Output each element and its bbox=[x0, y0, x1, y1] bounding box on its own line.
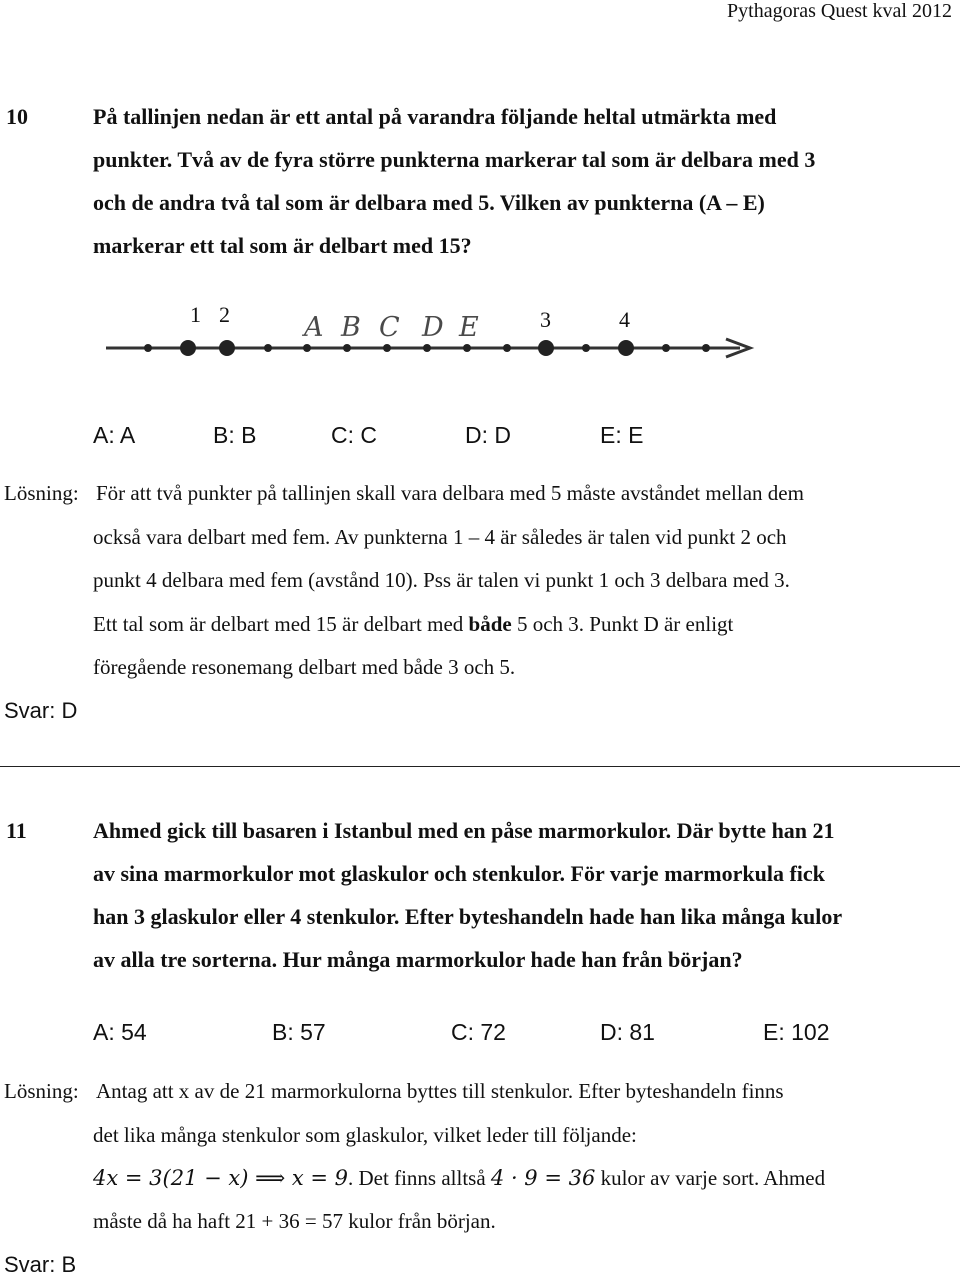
number-line-label: 4 bbox=[619, 307, 630, 332]
answer-option-c: C: C bbox=[331, 422, 377, 448]
solution-label: Lösning: bbox=[4, 481, 79, 505]
number-line-dot-b bbox=[343, 344, 351, 352]
number-line-tick-dot bbox=[264, 344, 272, 352]
question-line: punkter. Två av de fyra större punkterna markerar tal som är delbara med 3 bbox=[93, 147, 816, 172]
answer-option-a: A: A bbox=[93, 422, 136, 448]
question-line: och de andra två tal som är delbara med 5. Vilken av punkterna (A – E) bbox=[93, 190, 765, 215]
number-line-dot-e bbox=[463, 344, 471, 352]
answer-option-c: C: 72 bbox=[451, 1019, 506, 1045]
number-line-letter-e: E bbox=[459, 312, 479, 343]
question-line: På tallinjen nedan är ett antal på varandra följande heltal utmärkta med bbox=[93, 104, 777, 129]
solution-line: det lika många stenkulor som glaskulor, vilket leder till följande: bbox=[93, 1123, 637, 1147]
solution-line: föregående resonemang delbart med både 3 och 5. bbox=[93, 655, 516, 679]
question-line: Ahmed gick till basaren i Istanbul med en påse marmorkulor. Där bytte han 21 bbox=[93, 818, 835, 843]
answer-option-e: E: E bbox=[600, 422, 644, 448]
number-line-tick-dot bbox=[503, 344, 511, 352]
solution-line: punkt 4 delbara med fem (avstånd 10). Pss är talen vi punkt 1 och 3 delbara med 3. bbox=[93, 568, 790, 592]
number-line-letter-a: A bbox=[304, 312, 324, 343]
number-line-point-1 bbox=[180, 340, 196, 356]
number-line-tick-dot bbox=[582, 344, 590, 352]
number-line-point-2 bbox=[219, 340, 235, 356]
number-line-tick-dot bbox=[662, 344, 670, 352]
question-line: av sina marmorkulor mot glaskulor och stenkulor. För varje marmorkula fick bbox=[93, 861, 825, 886]
solution-label: Lösning: bbox=[4, 1079, 79, 1103]
number-line-dot-a bbox=[303, 344, 311, 352]
equation: 4x = 3(21 − x) ⟹ x = 9 bbox=[93, 1166, 349, 1190]
solution-line: också vara delbart med fem. Av punkterna 1 – 4 är således är talen vid punkt 2 och bbox=[93, 525, 787, 549]
section-divider bbox=[0, 766, 960, 767]
number-line-figure bbox=[100, 295, 760, 365]
solution-equation-line: 4x = 3(21 − x) ⟹ x = 9. Det finns alltså 4 · 9 = 36 kulor av varje sort. Ahmed bbox=[93, 1166, 826, 1190]
number-line-dot-c bbox=[383, 344, 391, 352]
number-line-tick-dot bbox=[702, 344, 710, 352]
number-line-tick-dot bbox=[144, 344, 152, 352]
number-line-letter-c: C bbox=[379, 312, 400, 343]
question-line: av alla tre sorterna. Hur många marmorkulor hade han från början? bbox=[93, 947, 743, 972]
number-line-label: 1 bbox=[190, 302, 201, 327]
solution-line: För att två punkter på tallinjen skall vara delbara med 5 måste avståndet mellan dem bbox=[96, 481, 804, 505]
question-line: han 3 glaskulor eller 4 stenkulor. Efter byteshandeln hade han lika många kulor bbox=[93, 904, 843, 929]
solution-line: Antag att x av de 21 marmorkulorna byttes till stenkulor. Efter byteshandeln finns bbox=[96, 1079, 784, 1103]
page-header: Pythagoras Quest kval 2012 bbox=[727, 0, 952, 22]
number-line-point-3 bbox=[538, 340, 554, 356]
answer-option-b: B: B bbox=[213, 422, 257, 448]
answer-option-d: D: D bbox=[465, 422, 511, 448]
product-expression: 4 · 9 = 36 bbox=[490, 1166, 596, 1190]
answer-text: Svar: D bbox=[4, 698, 78, 723]
number-line-label: 2 bbox=[219, 302, 230, 327]
number-line-label: 3 bbox=[540, 307, 551, 332]
question-number: 11 bbox=[6, 818, 27, 843]
solution-line: Ett tal som är delbart med 15 är delbart med både 5 och 3. Punkt D är enligt bbox=[93, 612, 734, 636]
number-line-letter-d: D bbox=[422, 312, 444, 343]
answer-option-d: D: 81 bbox=[600, 1019, 655, 1045]
answer-option-b: B: 57 bbox=[272, 1019, 326, 1045]
question-number: 10 bbox=[6, 104, 28, 129]
answer-option-e: E: 102 bbox=[763, 1019, 830, 1045]
number-line-dot-d bbox=[423, 344, 431, 352]
question-line: markerar ett tal som är delbart med 15? bbox=[93, 233, 472, 258]
answer-option-a: A: 54 bbox=[93, 1019, 147, 1045]
solution-line: måste då ha haft 21 + 36 = 57 kulor från början. bbox=[93, 1209, 496, 1233]
number-line-point-4 bbox=[618, 340, 634, 356]
answer-text: Svar: B bbox=[4, 1252, 77, 1277]
number-line-letter-b: B bbox=[341, 312, 361, 343]
